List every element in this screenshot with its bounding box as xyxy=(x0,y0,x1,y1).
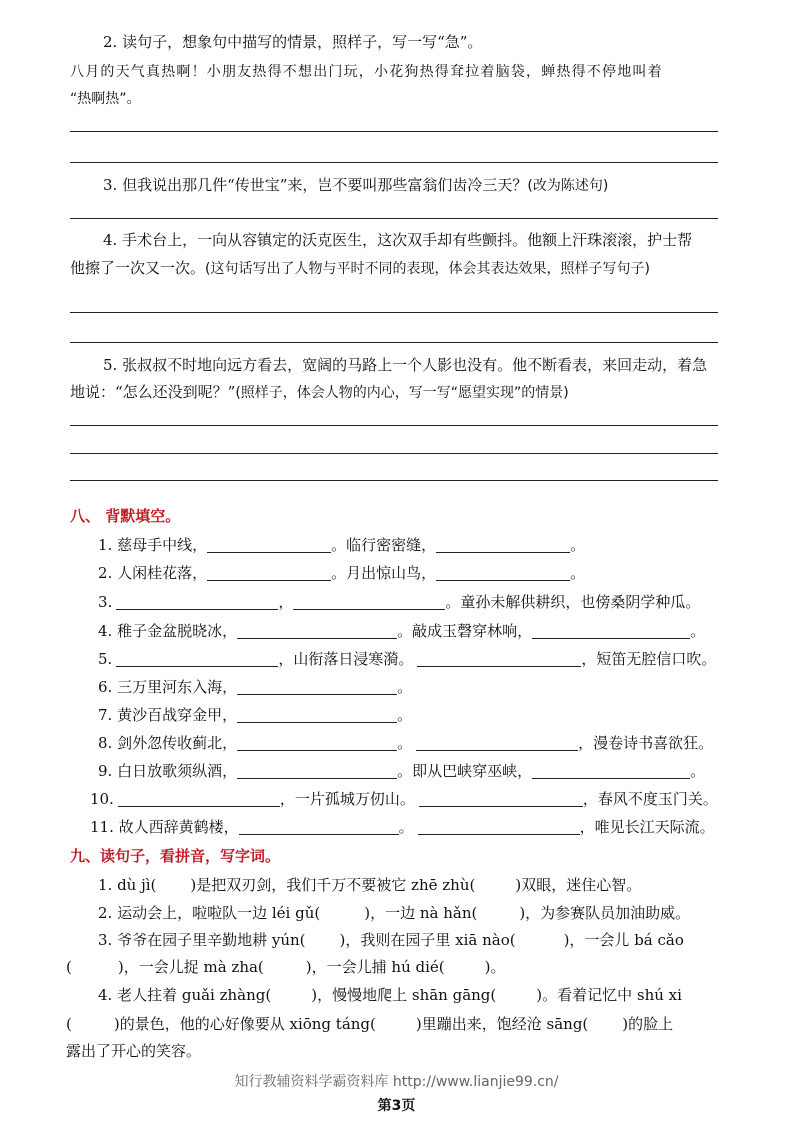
recite-item-8 xyxy=(98,733,713,753)
question-4-note: (这句话写出了人物与平时不同的表现，体会其表达效果，照样子写句子) xyxy=(205,261,650,277)
item-text: 。 xyxy=(397,706,413,724)
answer-line[interactable] xyxy=(70,342,718,343)
item-text: 3. xyxy=(98,593,113,611)
pinyin-question-3-cont xyxy=(66,957,505,977)
question-4-text: 4. 手术台上，一向从容镇定的沃克医生，这次双手却有些颤抖。他额上汗珠滚滚，护士帮 xyxy=(103,231,693,249)
item-text: )的脸上 xyxy=(622,1015,674,1033)
item-text: )，一边 nà hǎn( xyxy=(364,904,478,922)
answer-line[interactable] xyxy=(70,425,718,426)
item-text: ，春风不度玉门关。 xyxy=(582,790,718,808)
recite-item-2 xyxy=(98,563,585,583)
item-text: )，一会儿 bá cǎo xyxy=(563,931,684,949)
item-text: 。 xyxy=(397,678,413,696)
question-5-note: (照样子，体会人物的内心，写一写“愿望实现”的情景) xyxy=(235,385,569,401)
item-text: 。 xyxy=(690,622,706,640)
item-text: ， xyxy=(278,593,294,611)
question-2-prompt: 2. 读句子，想象句中描写的情景，照样子，写一写“急”。 xyxy=(103,33,483,51)
item-text: )里蹦出来，饱经沧 sāng( xyxy=(415,1015,589,1033)
fill-blank[interactable] xyxy=(436,537,570,553)
question-5-text-end: 地说：“怎么还没到呢？” xyxy=(70,383,236,401)
fill-blank[interactable] xyxy=(237,735,397,751)
answer-line[interactable] xyxy=(70,480,718,481)
item-text: ，唯见长江天际流。 xyxy=(579,818,715,836)
pinyin-question-4-cont xyxy=(66,1014,673,1034)
watermark: 知行教辅资料学霸资料库 http://www.lianjie99.cn/ xyxy=(234,1074,559,1090)
item-text: )，一会儿捉 mà zha( xyxy=(117,958,264,976)
pinyin-question-4-end: 露出了开心的笑容。 xyxy=(66,1042,202,1060)
pinyin-question-4 xyxy=(98,985,682,1005)
fill-blank[interactable] xyxy=(118,791,280,807)
item-text: 4. 老人拄着 guǎi zhàng( xyxy=(98,986,272,1004)
fill-blank[interactable] xyxy=(207,565,331,581)
item-text: 。敲成玉磬穿林响， xyxy=(397,622,533,640)
recite-item-10 xyxy=(90,789,718,809)
item-text: 3. 爷爷在园子里辛勤地耕 yún( xyxy=(98,931,306,949)
item-text: 。 xyxy=(690,762,706,780)
fill-blank[interactable] xyxy=(237,623,397,639)
question-3 xyxy=(103,175,608,196)
item-text: 5. xyxy=(98,650,113,668)
item-text: 。月出惊山鸟， xyxy=(331,564,437,582)
question-5-text: 5. 张叔叔不时地向远方看去，宽阔的马路上一个人影也没有。他不断看表，来回走动，着急 xyxy=(103,356,708,374)
fill-blank[interactable] xyxy=(419,791,583,807)
recite-item-11 xyxy=(90,817,715,837)
recite-item-4 xyxy=(98,621,705,641)
answer-line[interactable] xyxy=(70,312,718,313)
recite-item-3 xyxy=(98,592,700,612)
recite-item-1 xyxy=(98,535,585,555)
answer-line[interactable] xyxy=(70,218,718,219)
fill-blank[interactable] xyxy=(416,735,578,751)
item-text: 。童孙未解供耕织，也傍桑阴学种瓜。 xyxy=(445,593,701,611)
question-2-example: 八月的天气真热啊！小朋友热得不想出门玩，小花狗热得耷拉着脑袋，蝉热得不停地叫着 xyxy=(70,64,663,80)
fill-blank[interactable] xyxy=(532,623,690,639)
fill-blank[interactable] xyxy=(293,594,445,610)
fill-blank[interactable] xyxy=(239,819,399,835)
pinyin-question-3 xyxy=(98,930,684,950)
fill-blank[interactable] xyxy=(532,763,690,779)
pinyin-question-1 xyxy=(98,875,641,895)
fill-blank[interactable] xyxy=(417,651,581,667)
fill-blank[interactable] xyxy=(237,763,397,779)
question-2-example-end: “热啊热”。 xyxy=(70,91,141,107)
answer-line[interactable] xyxy=(70,162,718,163)
item-text: )，慢慢地爬上 shān gāng( xyxy=(311,986,497,1004)
item-text: 2. 人闲桂花落， xyxy=(98,564,208,582)
fill-blank[interactable] xyxy=(436,565,570,581)
item-text: )的景色，他的心好像要从 xiōng táng( xyxy=(113,1015,376,1033)
recite-item-7 xyxy=(98,705,412,725)
item-text: 。即从巴峡穿巫峡， xyxy=(397,762,533,780)
fill-blank[interactable] xyxy=(237,679,397,695)
question-3-note: (改为陈述句) xyxy=(527,178,609,194)
item-text: 6. 三万里河东入海， xyxy=(98,678,238,696)
question-5 xyxy=(70,382,569,403)
recite-item-6 xyxy=(98,677,412,697)
item-text: 。 xyxy=(570,536,586,554)
item-text: 9. 白日放歌须纵酒， xyxy=(98,762,238,780)
fill-blank[interactable] xyxy=(116,651,278,667)
section-9-title: 九、读句子，看拼音，写字词。 xyxy=(70,847,281,865)
item-text: 11. 故人西辞黄鹤楼， xyxy=(90,818,239,836)
item-text: ( xyxy=(66,958,72,976)
item-text: )，我则在园子里 xiā nào( xyxy=(339,931,516,949)
item-text: 10. xyxy=(90,790,114,808)
fill-blank[interactable] xyxy=(418,819,580,835)
item-text: 4. 稚子金盆脱晓冰， xyxy=(98,622,238,640)
item-text: 。 xyxy=(397,734,413,752)
item-text: )双眼，迷住心智。 xyxy=(515,876,642,894)
item-text: 1. 慈母手中线， xyxy=(98,536,208,554)
item-text: 。 xyxy=(570,564,586,582)
question-4-text-end: 他擦了一次又一次。 xyxy=(70,259,206,277)
answer-line[interactable] xyxy=(70,131,718,132)
recite-item-9 xyxy=(98,761,705,781)
item-text: 7. 黄沙百战穿金甲， xyxy=(98,706,238,724)
fill-blank[interactable] xyxy=(207,537,331,553)
item-text: ( xyxy=(66,1015,72,1033)
question-3-text: 3. 但我说出那几件“传世宝”来，岂不要叫那些富翁们齿冷三天？ xyxy=(103,176,528,194)
item-text: ，短笛无腔信口吹。 xyxy=(581,650,717,668)
item-text: )。看着记忆中 shú xi xyxy=(536,986,682,1004)
item-text: 8. 剑外忽传收蓟北， xyxy=(98,734,238,752)
item-text: ，山衔落日浸寒漪。 xyxy=(278,650,414,668)
question-4 xyxy=(70,258,650,279)
item-text: 。临行密密缝， xyxy=(331,536,437,554)
pinyin-question-2 xyxy=(98,903,690,923)
item-text: )，为参赛队员加油助威。 xyxy=(519,904,691,922)
section-8-title: 八、 背默填空。 xyxy=(70,507,181,525)
answer-line[interactable] xyxy=(70,453,718,454)
item-text: 2. 运动会上，啦啦队一边 léi gǔ( xyxy=(98,904,321,922)
item-text: )。 xyxy=(484,958,506,976)
item-text: )是把双刃剑，我们千万不要被它 zhē zhù( xyxy=(190,876,476,894)
item-text: ，漫卷诗书喜欲狂。 xyxy=(578,734,714,752)
recite-item-5 xyxy=(98,649,716,669)
fill-blank[interactable] xyxy=(237,707,397,723)
page-number: 第3页 xyxy=(377,1098,416,1114)
item-text: 。 xyxy=(398,818,414,836)
item-text: 1. dù jì( xyxy=(98,876,157,894)
fill-blank[interactable] xyxy=(116,594,278,610)
item-text: )，一会儿捕 hú dié( xyxy=(305,958,445,976)
item-text: ，一片孤城万仞山。 xyxy=(279,790,415,808)
